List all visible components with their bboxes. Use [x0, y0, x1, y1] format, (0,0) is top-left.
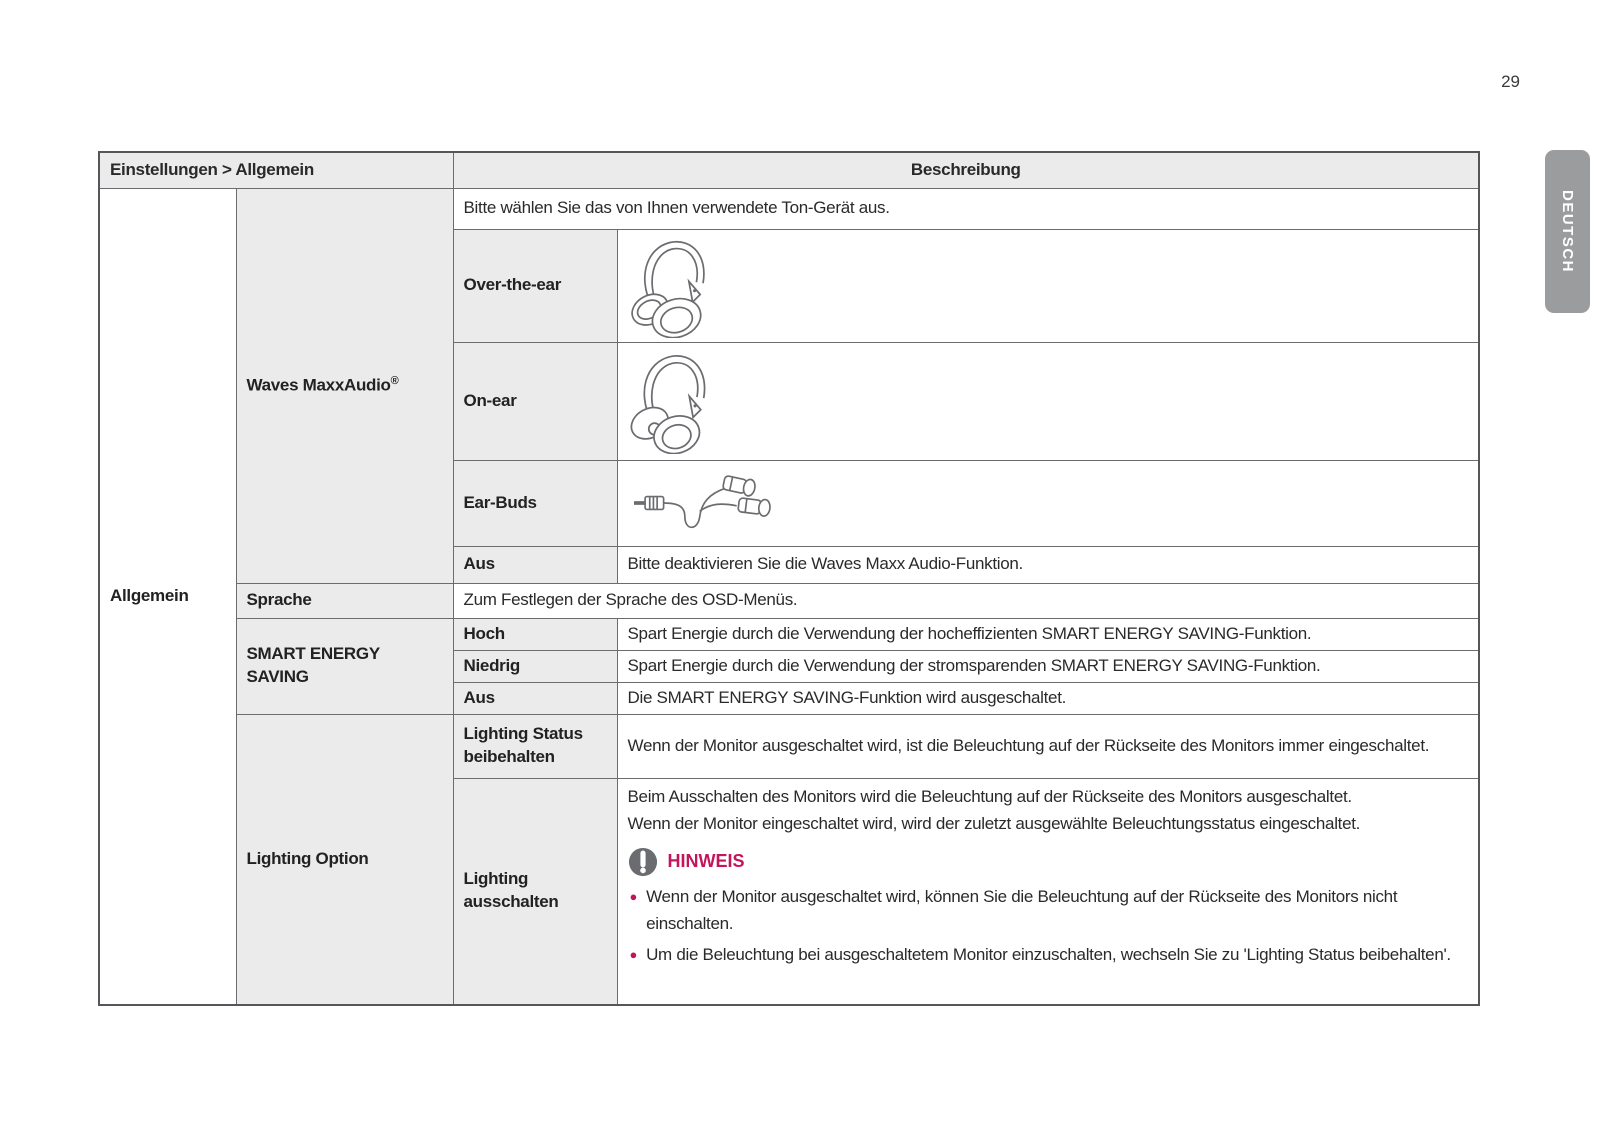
category-cell-allgemein: Allgemein [99, 188, 236, 1005]
note-bullet-2-text: Um die Beleuchtung bei ausgeschaltetem Monitor einzuschalten, wechseln Sie zu 'Lighting Status beibehalten'. [646, 944, 1451, 964]
waves-aus-description: Bitte deaktivieren Sie die Waves Maxx Audio-Funktion. [617, 546, 1479, 583]
exclamation-note-icon [628, 847, 658, 877]
table-header-description: Beschreibung [453, 152, 1479, 188]
language-tab-label: DEUTSCH [1559, 189, 1576, 273]
waves-maxxaudio-label: Waves MaxxAudio [246, 375, 391, 395]
ses-niedrig-description: Spart Energie durch die Verwendung der stromsparenden SMART ENERGY SAVING-Funktion. [617, 650, 1479, 682]
sprache-description: Zum Festlegen der Sprache des OSD-Menüs. [453, 583, 1479, 618]
ses-aus-description: Die SMART ENERGY SAVING-Funktion wird ausgeschaltet. [617, 682, 1479, 714]
option-lighting-ausschalten: Lighting ausschalten [453, 778, 617, 1005]
option-on-ear: On-ear [453, 342, 617, 460]
option-ses-niedrig: Niedrig [453, 650, 617, 682]
note-bullet-2 [628, 941, 1469, 968]
lighting-ausschalten-description-cell [617, 778, 1479, 1005]
note-title: HINWEIS [667, 851, 745, 872]
note-bullet-1-text: Wenn der Monitor ausgeschaltet wird, können Sie die Beleuchtung auf der Rückseite des Monitors nicht einschalten. [646, 886, 1398, 933]
setting-waves-maxxaudio [236, 188, 453, 583]
ear-buds-illustration-cell [617, 460, 1479, 546]
lighting-status-description: Wenn der Monitor ausgeschaltet wird, ist die Beleuchtung auf der Rückseite des Monitors immer eingeschaltet. [617, 714, 1479, 778]
on-ear-headphones-icon [628, 348, 710, 454]
page-number: 29 [1501, 72, 1520, 91]
setting-lighting-option: Lighting Option [236, 714, 453, 1005]
setting-smart-energy-saving [236, 618, 453, 714]
bullet-dot: ● [629, 888, 638, 904]
note-bullet-1 [628, 883, 1469, 937]
option-ses-aus: Aus [453, 682, 617, 714]
waves-intro-text: Bitte wählen Sie das von Ihnen verwendete Ton-Gerät aus. [453, 188, 1479, 229]
smart-energy-saving-label: SMART ENERGY SAVING [246, 644, 380, 686]
note-header [628, 847, 1469, 877]
registered-trademark-symbol: ® [390, 374, 399, 387]
option-ear-buds: Ear-Buds [453, 460, 617, 546]
option-lighting-status-beibehalten: Lighting Status beibehalten [453, 714, 617, 778]
ses-hoch-description: Spart Energie durch die Verwendung der hocheffizienten SMART ENERGY SAVING-Funktion. [617, 618, 1479, 650]
bullet-dot: ● [629, 946, 638, 962]
option-over-the-ear: Over-the-ear [453, 229, 617, 342]
setting-sprache: Sprache [236, 583, 453, 618]
option-waves-aus: Aus [453, 546, 617, 583]
option-ses-hoch: Hoch [453, 618, 617, 650]
lighting-off-paragraph-2: Wenn der Monitor eingeschaltet wird, wird der zuletzt ausgewählte Beleuchtungsstatus eingeschaltet. [627, 813, 1361, 833]
ear-buds-icon [628, 466, 788, 540]
over-the-ear-illustration-cell [617, 229, 1479, 342]
settings-table [98, 151, 1480, 1006]
on-ear-illustration-cell [617, 342, 1479, 460]
lighting-off-paragraph-1: Beim Ausschalten des Monitors wird die Beleuchtung auf der Rückseite des Monitors ausgeschaltet. [627, 786, 1352, 806]
table-header-settings-path: Einstellungen > Allgemein [99, 152, 453, 188]
tab-deutsch[interactable] [1545, 150, 1590, 313]
over-the-ear-headphones-icon [628, 234, 710, 338]
